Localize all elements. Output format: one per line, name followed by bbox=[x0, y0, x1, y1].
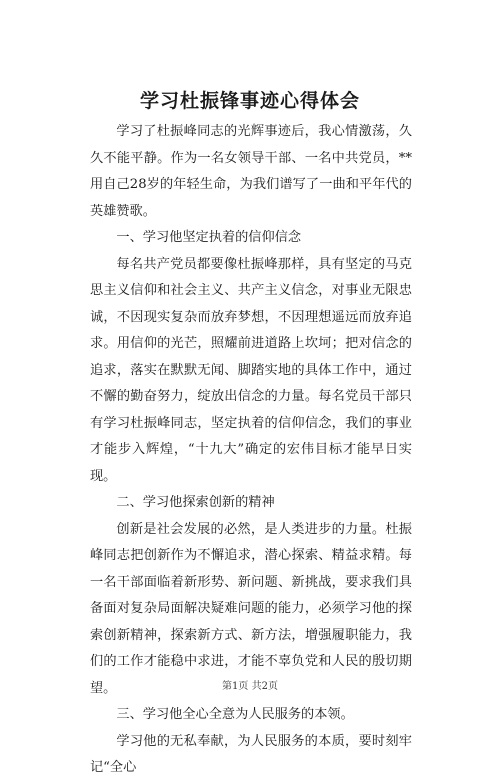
paragraph-section-3: 学习他的无私奉献，为人民服务的本质，要时刻牢记“全心 bbox=[90, 733, 412, 775]
page-footer: 第1页 共2页 bbox=[222, 681, 278, 692]
paragraph-section-2: 创新是社会发展的必然，是人类进步的力量。杜振峰同志把创新作为不懈追求，潜心探索、精益求精。每一名干部面临着新形势、新问题、新挑战，要求我们具备面对复杂局面解决疑难问题的能力，必须学习他的探索创新精神，探索新方式、新方法，增强履职能力，我们的工作才能稳中求进，才能不辜负党和人民的殷切期望。 bbox=[90, 521, 412, 696]
paragraph-intro: 学习了杜振峰同志的光辉事迹后，我心情激荡，久久不能平静。作为一名女领导干部、一名中共党员，**用自己28岁的年轻生命，为我们谱写了一曲和平年代的英雄赞歌。 bbox=[90, 124, 412, 219]
paragraph-section-1: 每名共产党员都要像杜振峰那样，具有坚定的马克思主义信仰和社会主义、共产主义信念，对事业无限忠诚，不因现实复杂而放弃梦想，不因理想遥远而放弃追求。用信仰的光芒，照耀前进道路上坎坷；把对信念的追求，落实在默默无闻、脚踏实地的具体工作中，通过不懈的勤奋努力，绽放出信念的力量。每名党员干部只有学习杜振峰同志，坚定执着的信仰信念，我们的事业才能步入辉煌，“十九大”确定的宏伟目标才能早日实现。 bbox=[90, 256, 412, 484]
section-heading-1: 一、学习他坚定执着的信仰信念 bbox=[116, 230, 302, 245]
document-title: 学习杜振锋事迹心得体会 bbox=[139, 90, 360, 112]
section-heading-3: 三、学习他全心全意为人民服务的本领。 bbox=[116, 707, 354, 722]
section-heading-2: 二、学习他探索创新的精神 bbox=[116, 495, 275, 510]
